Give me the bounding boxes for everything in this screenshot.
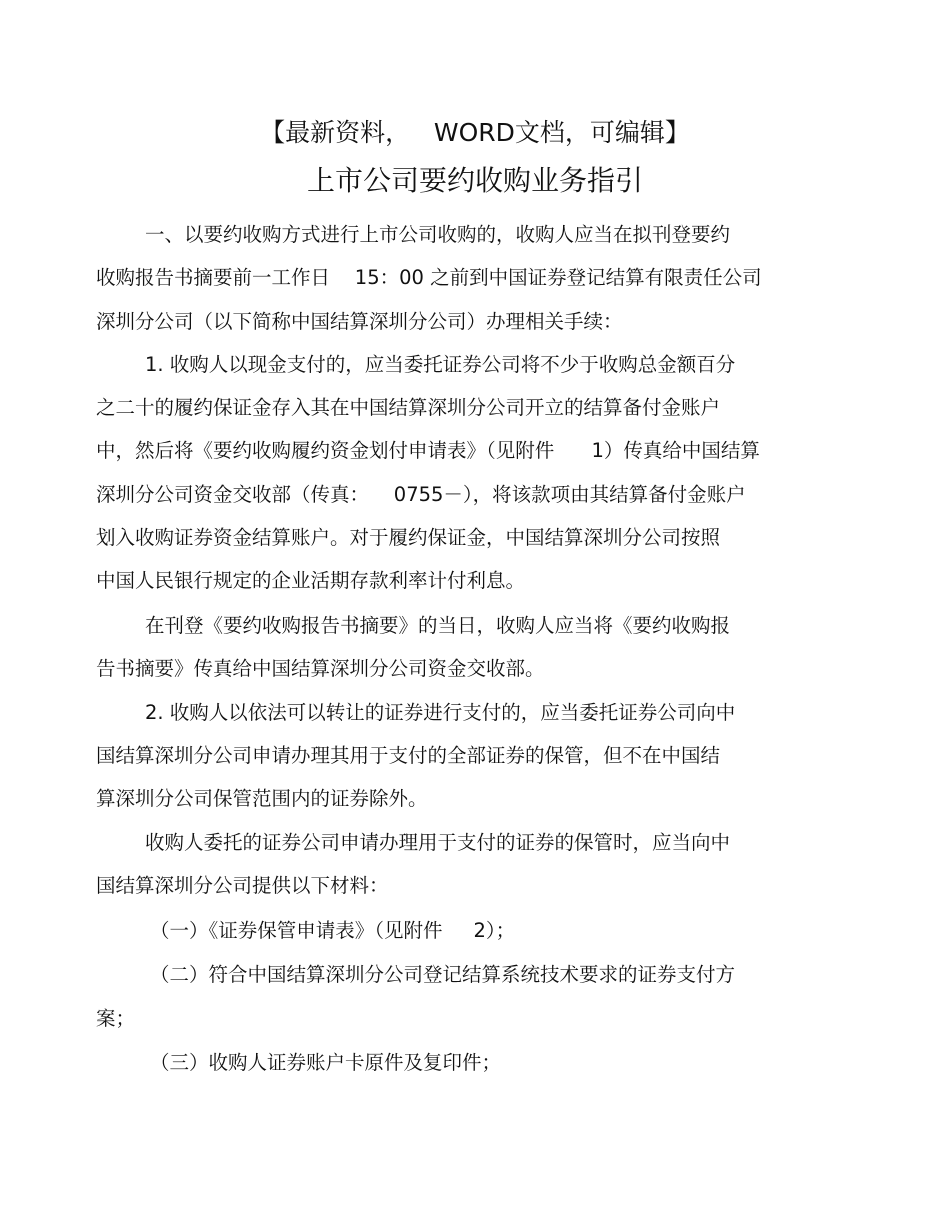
- paragraph-line: 国结算深圳分公司提供以下材料：: [96, 874, 389, 897]
- paragraph-line: 中国人民银行规定的企业活期存款利率计付利息。: [96, 569, 526, 592]
- paragraph-line: 划入收购证券资金结算账户。对于履约保证金，中国结算深圳分公司按照: [96, 526, 721, 549]
- paragraph-line: 收购报告书摘要前一工作日 15：00 之前到中国证券登记结算有限责任公司: [96, 266, 762, 289]
- paragraph-line: 算深圳分公司保管范围内的证券除外。: [96, 787, 428, 810]
- paragraph-line: 告书摘要》传真给中国结算深圳分公司资金交收部。: [96, 657, 545, 680]
- paragraph-line: 中，然后将《要约收购履约资金划付申请表》（见附件 1）传真给中国结算: [96, 439, 760, 462]
- paragraph-line: 一、以要约收购方式进行上市公司收购的，收购人应当在拟刊登要约: [145, 223, 731, 246]
- paragraph-line: 1. 收购人以现金支付的，应当委托证券公司将不少于收购总金额百分: [145, 353, 736, 376]
- paragraph-line: 深圳分公司资金交收部（传真： 0755－），将该款项由其结算备付金账户: [96, 483, 746, 506]
- document-header-note: 【最新资料， WORD文档，可编辑】: [260, 118, 690, 147]
- document-title: 上市公司要约收购业务指引: [306, 164, 643, 197]
- list-item: （三）收购人证券账户卡原件及复印件；: [150, 1051, 502, 1074]
- paragraph-line: 在刊登《要约收购报告书摘要》的当日，收购人应当将《要约收购报: [145, 614, 731, 637]
- paragraph-line: 深圳分公司（以下简称中国结算深圳分公司）办理相关手续：: [96, 310, 623, 333]
- paragraph-line: 国结算深圳分公司申请办理其用于支付的全部证券的保管，但不在中国结: [96, 744, 721, 767]
- paragraph-line: 之二十的履约保证金存入其在中国结算深圳分公司开立的结算备付金账户: [96, 396, 721, 419]
- paragraph-line: 2. 收购人以依法可以转让的证券进行支付的，应当委托证券公司向中: [145, 701, 736, 724]
- list-item: （二）符合中国结算深圳分公司登记结算系统技术要求的证券支付方: [150, 963, 736, 986]
- paragraph-line: 收购人委托的证券公司申请办理用于支付的证券的保管时，应当向中: [145, 831, 731, 854]
- list-item: （一）《证券保管申请表》（见附件 2）；: [150, 919, 516, 942]
- paragraph-line: 案；: [96, 1007, 136, 1030]
